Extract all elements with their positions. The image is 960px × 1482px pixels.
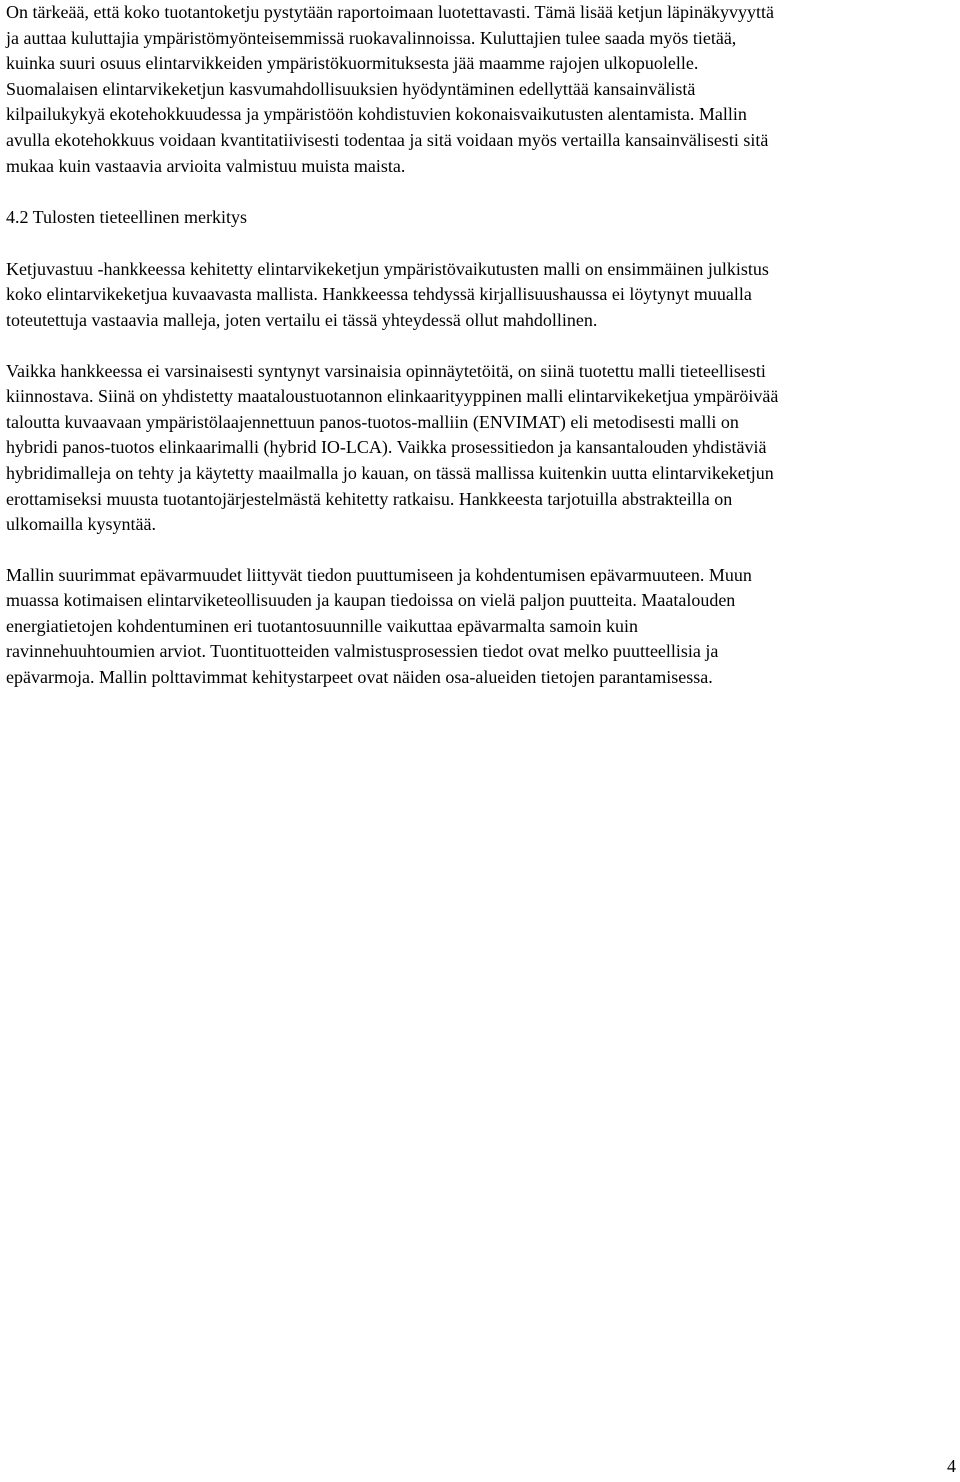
paragraph-scientific-interest xyxy=(6,359,954,538)
intro-paragraph xyxy=(6,0,954,179)
text-line: muassa kotimaisen elintarviketeollisuuden ja kaupan tiedoissa on vielä paljon puutteita. Maatalouden xyxy=(6,590,736,611)
text-line: kilpailukykyä ekotehokkuudessa ja ympäristöön kohdistuvien kokonaisvaikutusten alentamista. Mallin xyxy=(6,104,747,125)
page-number: 4 xyxy=(947,1456,956,1476)
text-line: energiatietojen kohdentuminen eri tuotantosuunnille vaikuttaa epävarmalta samoin kuin xyxy=(6,615,638,636)
text-line: erottamiseksi muusta tuotantojärjestelmästä kehitetty ratkaisu. Hankkeesta tarjotuilla abstrakteilla on xyxy=(6,488,733,509)
paragraph-uncertainties xyxy=(6,563,954,691)
text-line: toteutettuja vastaavia malleja, joten vertailu ei tässä yhteydessä ollut mahdollinen. xyxy=(6,309,598,330)
text-line: Vaikka hankkeessa ei varsinaisesti syntynyt varsinaisia opinnäytetöitä, on siinä tuotettu malli tieteellisesti xyxy=(6,360,766,381)
paragraph-model-first xyxy=(6,257,954,334)
text-line: taloutta kuvaavaan ympäristölaajennettuun panos-tuotos-malliin (ENVIMAT) eli metodisesti malli on xyxy=(6,411,739,432)
text-line: mukaa kuin vastaavia arvioita valmistuu muista maista. xyxy=(6,155,406,176)
text-line: kiinnostava. Siinä on yhdistetty maataloustuotannon elinkaarityyppinen malli elintarvikeketjua ympäröivää xyxy=(6,386,779,407)
text-line: Ketjuvastuu -hankkeessa kehitetty elintarvikeketjun ympäristövaikutusten malli on ensimmäinen julkistus xyxy=(6,258,769,279)
text-line: ja auttaa kuluttajia ympäristömyönteisemmissä ruokavalinnoissa. Kuluttajien tulee saada myös tietää, xyxy=(6,27,737,48)
text-line: On tärkeää, että koko tuotantoketju pystytään raportoimaan luotettavasti. Tämä lisää ketjun läpinäkyvyyttä xyxy=(6,2,774,22)
text-line: ulkomailla kysyntää. xyxy=(6,514,156,535)
text-line: hybridi panos-tuotos elinkaarimalli (hybrid IO-LCA). Vaikka prosessitiedon ja kansantalouden yhdistäviä xyxy=(6,437,767,458)
text-line: hybridimalleja on tehty ja käytetty maailmalla jo kauan, on tässä mallissa kuitenkin uutta elintarvikeketjun xyxy=(6,462,774,483)
section-heading: 4.2 Tulosten tieteellinen merkitys xyxy=(6,207,247,228)
text-line: epävarmoja. Mallin polttavimmat kehitystarpeet ovat näiden osa-alueiden tietojen parantamisessa. xyxy=(6,667,713,688)
document-page xyxy=(6,0,954,716)
text-line: kuinka suuri osuus elintarvikkeiden ympäristökuormituksesta jää maamme rajojen ulkopuolelle. xyxy=(6,53,699,74)
text-line: Mallin suurimmat epävarmuudet liittyvät tiedon puuttumiseen ja kohdentumisen epävarmuuteen. Muun xyxy=(6,564,752,585)
text-line: avulla ekotehokkuus voidaan kvantitatiivisesti todentaa ja sitä voidaan myös vertailla kansainvälisesti sitä xyxy=(6,129,769,150)
text-line: koko elintarvikeketjua kuvaavasta mallista. Hankkeessa tehdyssä kirjallisuushaussa ei löytynyt muualla xyxy=(6,284,752,305)
text-line: Suomalaisen elintarvikeketjun kasvumahdollisuuksien hyödyntäminen edellyttää kansainvälistä xyxy=(6,78,696,99)
text-line: ravinnehuuhtoumien arviot. Tuontituotteiden valmistusprosessien tiedot ovat melko puutteellisia ja xyxy=(6,641,719,662)
